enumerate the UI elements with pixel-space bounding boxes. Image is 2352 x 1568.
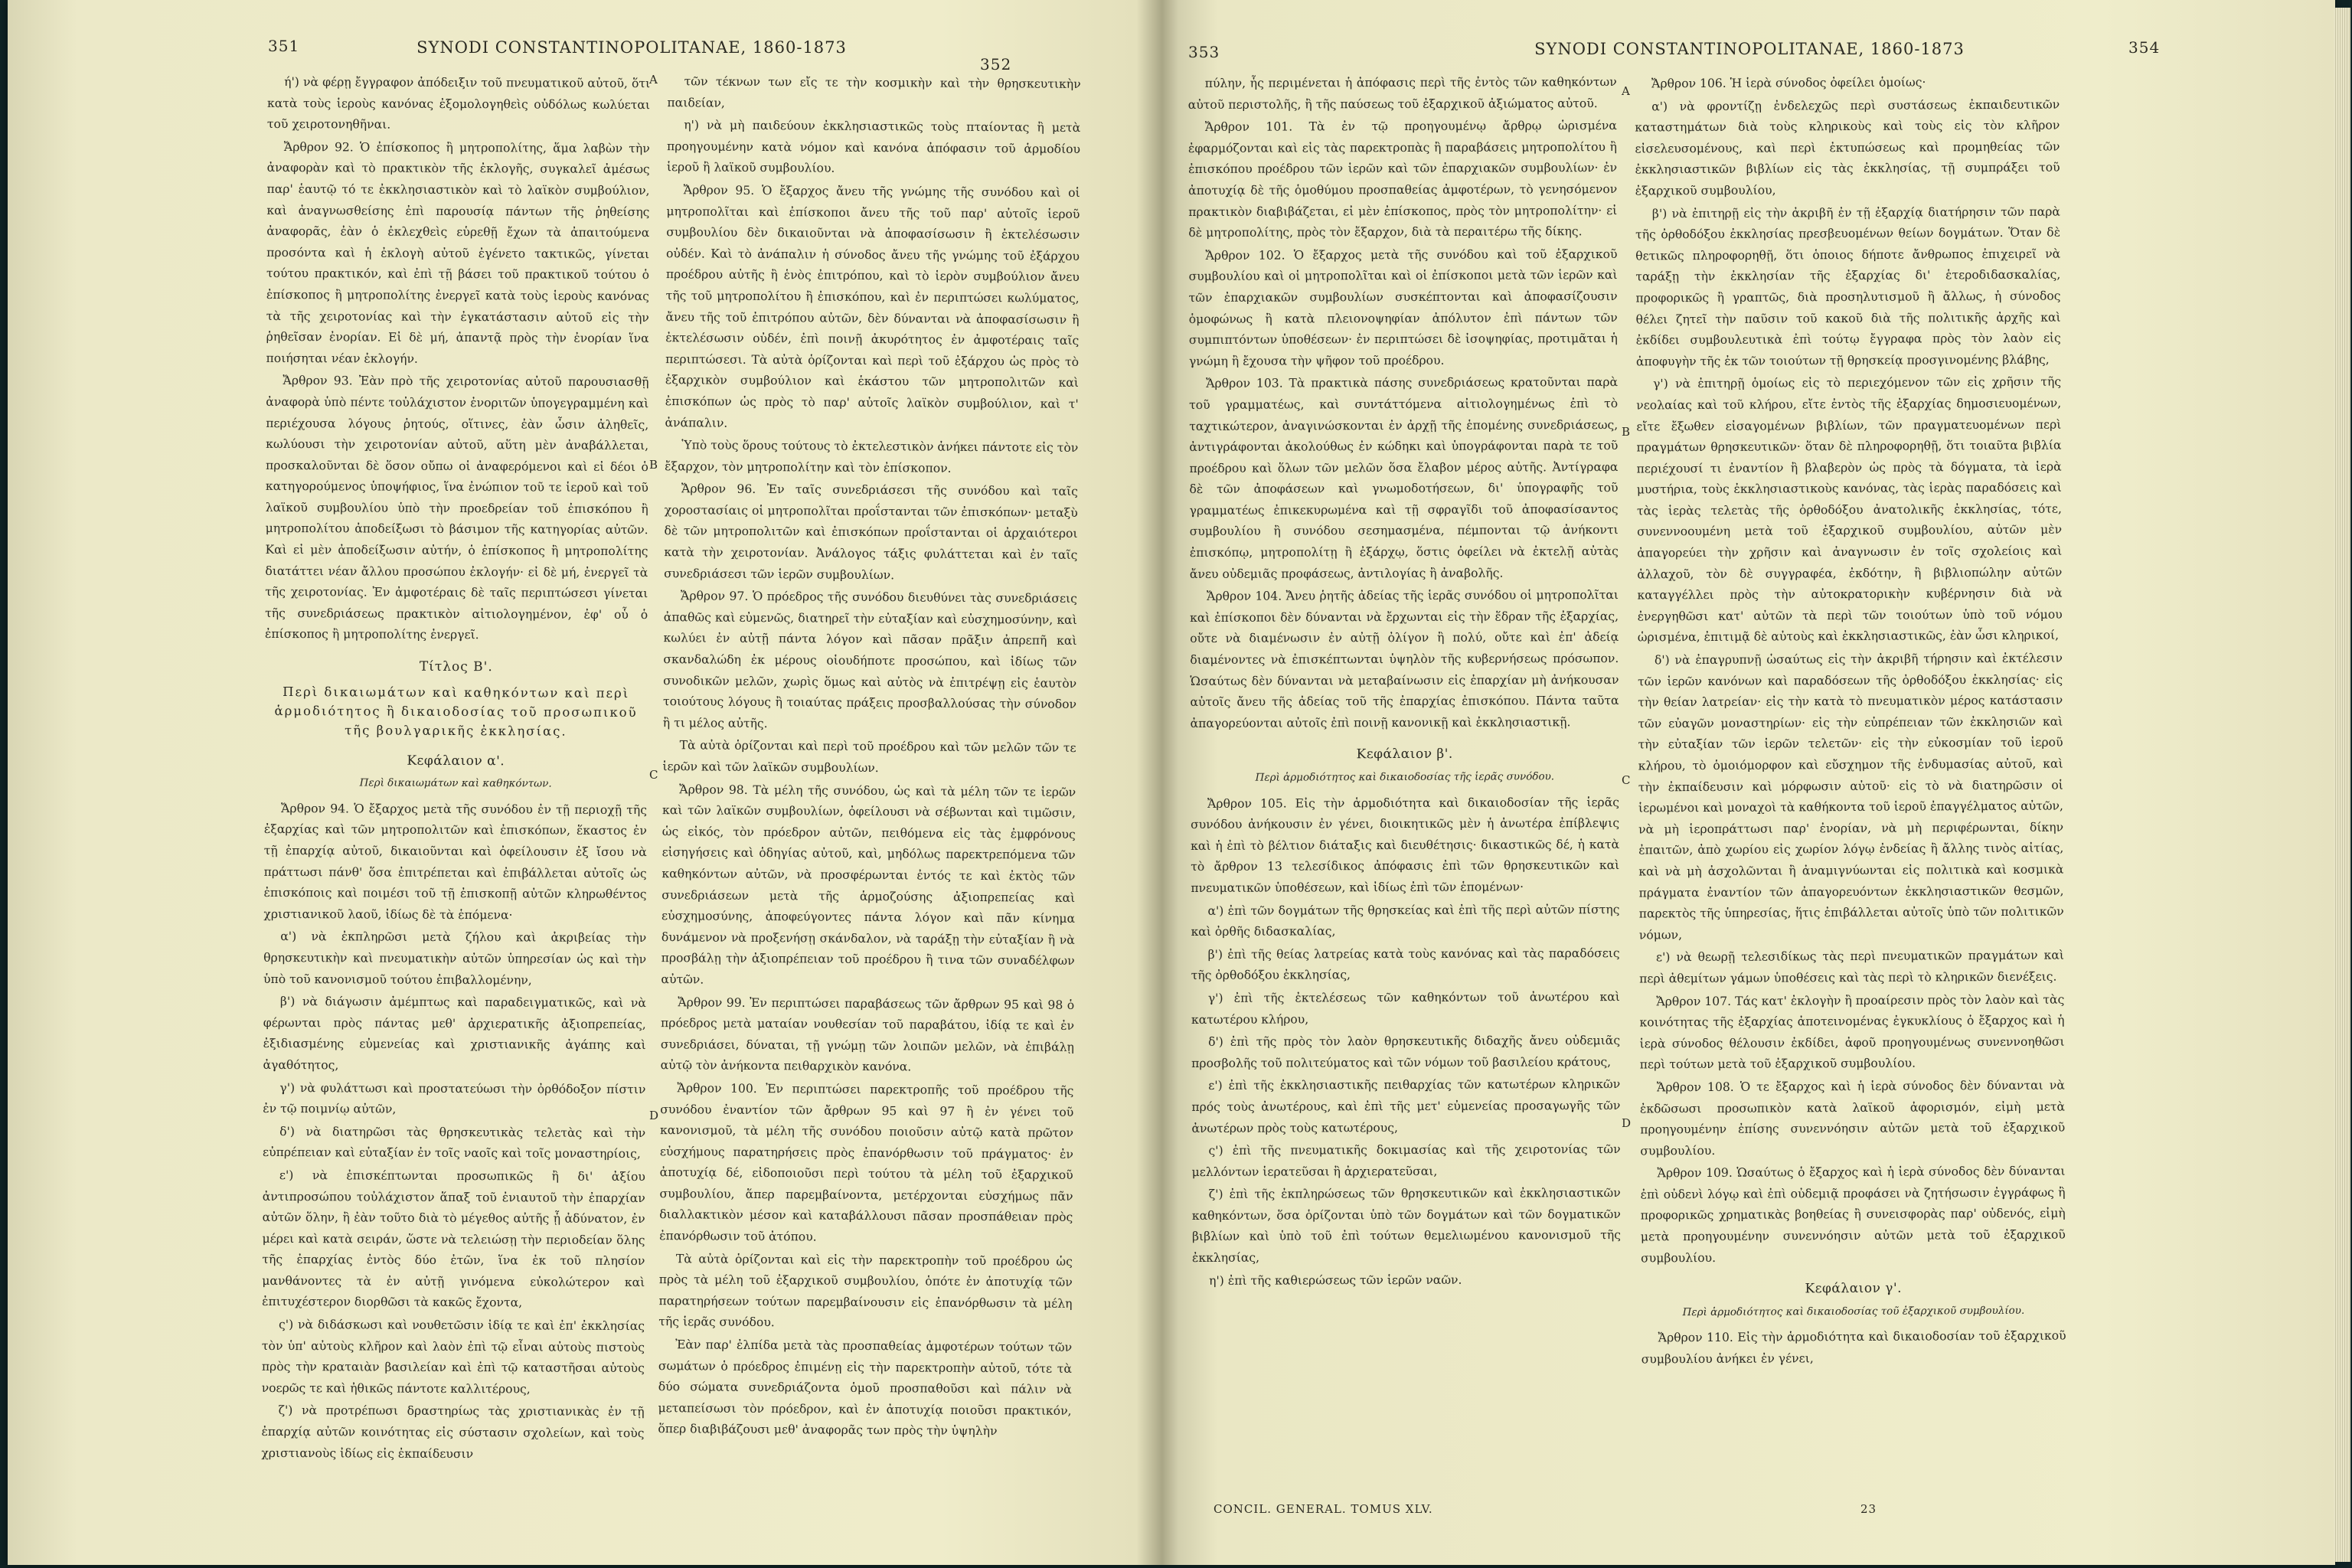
right-page [1171, 0, 2328, 1562]
right-page-header [1171, 29, 2328, 60]
margin-letter-a: A [649, 73, 658, 87]
article-94: Ἄρθρον 94. Ὁ ἔξαρχος μετὰ τῆς συνόδου ἐν τῇ περιοχῇ τῆς ἐξαρχίας καὶ τῶν μητροπολιτῶν καὶ ἐπισκόπων, ἕκαστος ἐν τῇ ἐπαρχίᾳ αὐτοῦ, δικαιοῦνται καὶ ὀφείλουσιν ἐξ ἴσου νὰ πράττωσι πάνθ' ὅσα ἐπιτρέπεται καὶ ἐπιβάλλεται αὐτοῖς ὡς ἐπισκόποις καὶ ποιμέσι τοῦ τῇ ἐπισκοπῇ αὐτῶν κληρωθέντος χριστιανικοῦ λαοῦ, ἰδίως δὲ τὰ ἑπόμενα· [263, 801, 648, 923]
page-number-353: 353 [1188, 43, 1220, 61]
right-page-column-1 [1188, 72, 1622, 1551]
list-item: η') ἐπὶ τῆς καθιερώσεως τῶν ἱερῶν ναῶν. [1209, 1272, 1462, 1288]
margin-letter-a: A [1622, 84, 1630, 98]
paragraph: Τὰ αὐτὰ ὁρίζονται καὶ εἰς τὴν παρεκτροπὴν τοῦ προέδρου ὡς πρὸς τὰ μέλη τοῦ ἐξαρχικοῦ συμβουλίου, ὁπότε ἐν ἀποτυχίᾳ τῶν παρατηρήσεων τούτων παρεμβαίνουσιν εἰς ἐπανόρθωσιν τὰ μέλη τῆς ἱερᾶς συνόδου. [658, 1251, 1073, 1330]
left-page-header [8, 29, 1156, 74]
section-heading: Περὶ δικαιωμάτων καὶ καθηκόντων καὶ περὶ ἁρμοδιότητος ἢ δικαιοδοσίας τοῦ προσωπικοῦ τῆς βουλγαρικῆς ἐκκλησίας. [274, 684, 638, 739]
article-103: Ἄρθρον 103. Τὰ πρακτικὰ πάσης συνεδριάσεως κρατοῦνται παρὰ τοῦ γραμματέως, καὶ συντάττόμενα αἰτιολογημένως ἐπὶ τὸ ταχτικώτερον, ἀναγινώσκονται ἐν ἀρχῇ τῆς ἑπομένης συνεδριάσεως, ἀντιγράφονται ἀκολούθως ἐν κώδηκι καὶ ὑπογράφονται παρὰ τε τοῦ προέδρου καὶ ὅλων τῶν μελῶν ὅσα ἔλαβον μέρος αὐτῆς. Ἀντίγραφα δὲ τῶν ἀποφάσεων καὶ γνωμοδοτήσεων, δι' ὑπογραφῆς τοῦ γραμματέως ἐπικεκυρωμένα καὶ τῇ σφραγῖδι τοῦ ἀποφασίσαντος συμβουλίου ἢ συνόδου σεσημασμένα, πέμπονται τῷ ἀνήκοντι ἐπισκόπῳ, μητροπολίτῃ ἢ ἐξάρχῳ, ὅστις ὀφείλει νὰ ἐκτελῇ αὐτὰς ἄνευ οὐδεμιᾶς προφάσεως, ἀντιλογίας ἢ ἀναβολῆς. [1189, 375, 1619, 581]
article-99: Ἄρθρον 99. Ἐν περιπτώσει παραβάσεως τῶν ἄρθρων 95 καὶ 98 ὁ πρόεδρος μετὰ ματαίαν νουθεσίαν τοῦ παραβάτου, ἰδίᾳ τε καὶ ἐν συνεδριάσει, δύναται, τῇ γνώμῃ τῶν λοιπῶν μελῶν, νὰ ἐπιβάλῃ αὐτῷ τὸν ἀνήκοντα πειθαρχικὸν κανόνα. [660, 995, 1075, 1074]
paragraph: Τὰ αὐτὰ ὁρίζονται καὶ περὶ τοῦ προέδρου καὶ τῶν μελῶν τῶν τε ἱερῶν καὶ τῶν λαϊκῶν συμβουλίων. [662, 738, 1076, 776]
article-104: Ἄρθρον 104. Ἄνευ ῥητῆς ἀδείας τῆς ἱερᾶς συνόδου οἱ μητροπολῖται καὶ ἐπίσκοποι δὲν δύνανται νὰ ἔρχωνται εἰς τὴν ἕδραν τῆς ἐξαρχίας, οὔτε νὰ διαμένωσιν ἐν αὐτῇ ὀλίγον ἢ πολύ, οὔτε καὶ ἐπ' ἀδείᾳ διαμένοντες νὰ ἐπισκέπτωνται ὑψηλὸν τῆς κυβερνήσεως πρόσωπον. Ὡσαύτως δὲν δύνανται νὰ μεταβαίνωσιν εἰς ἐπαρχίαν μὴ ἀνήκουσαν αὐτοῖς ἄνευ τῆς ἀδείας τοῦ τῆς ἐπαρχίας ἐπισκόπου. Πάντα ταῦτα ἀπαγορεύονται αὐτοῖς ἐπὶ ποινῇ κανονικῇ καὶ ἐκκλησιαστικῇ. [1190, 588, 1619, 730]
chapter-heading: Κεφάλαιον β'. [1356, 746, 1453, 763]
article-95: Ἄρθρον 95. Ὁ ἔξαρχος ἄνευ τῆς γνώμης τῆς συνόδου καὶ οἱ μητροπολῖται καὶ ἐπίσκοποι ἄνευ τῆς τοῦ παρ' αὐτοῖς ἱεροῦ συμβουλίου δὲν δικαιοῦνται νὰ ἀποφασίσωσιν ἢ ἐκτελέσωσιν οὐδέν. Καὶ τὸ ἀνάπαλιν ἡ σύνοδος ἄνευ τῆς γνώμης τοῦ ἐξάρχου προέδρου αὐτῆς ἢ ἑνὸς ἐπιτρόπου, καὶ τὸ ἱερὸν συμβούλιον ἄνευ τῆς τοῦ μητροπολίτου ἢ ἐπισκόπου, καὶ ἐν περιπτώσει κωλύματος, ἄνευ τῆς τοῦ ἐπιτρόπου αὐτῶν, δὲν δύνανται νὰ ἀποφασίσωσιν ἢ ἐκτελέσωσιν οὐδέν, ἐπὶ ποινῇ ἀκυρότητος ἐν ἀμφοτέραις ταῖς περιπτώσεσι. Τὰ αὐτὰ ὁρίζονται καὶ περὶ τοῦ ἐξάρχου ὡς πρὸς τὸ ἐξαρχικὸν συμβούλιον καὶ ἑκάστου τῶν μητροπολιτῶν καὶ ἐπισκόπων ὡς πρὸς τὸ παρ' αὐτοῖς λαϊκὸν συμβούλιον, καὶ τ' ἀνάπαλιν. [665, 183, 1080, 430]
article-101: Ἄρθρον 101. Τὰ ἐν τῷ προηγουμένῳ ἄρθρῳ ὡρισμένα ἐφαρμόζονται καὶ εἰς τὰς παρεκτροπὰς ἢ παραβάσεις μητροπολίτου ἢ ἐπισκόπου προέδρου τῶν ἱερῶν καὶ τῶν ἐπαρχιακῶν συμβουλίων· ἐν ἀποτυχίᾳ δὲ τῆς ὁμοθύμου προσπαθείας ἀμφοτέρων, τὸ γενησόμενον πρακτικὸν διαβιβάζεται, εἰ μὲν ἐπίσκοπος, πρὸς τὸν μητροπολίτην· εἰ δὲ μητροπολίτης, πρὸς τὸν ἔξαρχον, διὰ τὰ περαιτέρω τῆς δίκης. [1187, 119, 1618, 240]
list-item: ε') ἐπὶ τῆς ἐκκλησιαστικῆς πειθαρχίας τῶν κατωτέρων κληρικῶν πρός τοὺς ἀνωτέρους, καὶ ἐπὶ τῆς μετ' εὐμενείας προσαγωγῆς τῶν ἀνωτέρων πρὸς τοὺς κατωτέρους, [1191, 1077, 1621, 1135]
margin-letter-c: C [1622, 773, 1631, 787]
paragraph: Ὑπὸ τοὺς ὅρους τούτους τὸ ἐκτελεστικὸν ἀνήκει πάντοτε εἰς τὸν ἔξαρχον, τὸν μητροπολίτην καὶ τὸν ἐπίσκοπον. [665, 438, 1079, 475]
list-item: ς') ἐπὶ τῆς πνευματικῆς δοκιμασίας καὶ τῆς χειροτονίας τῶν μελλόντων ἱερατεῦσαι ἢ ἀρχιερατεῦσαι, [1191, 1142, 1621, 1179]
paragraph: Ἐὰν παρ' ἐλπίδα μετὰ τὰς προσπαθείας ἀμφοτέρων τούτων τῶν σωμάτων ὁ πρόεδρος ἐπιμένῃ εἰς τὴν παρεκτροπὴν αὐτοῦ, τότε τὰ δύο σώματα συνεδριάζοντα ὁμοῦ προσπαθοῦσι καὶ πάλιν νὰ μεταπείσωσι τὸν πρόεδρον, καὶ ἐν ἀποτυχίᾳ ποιοῦσι πρακτικόν, ὅπερ διαβιβάζουσι μεθ' ἀναφορᾶς των πρὸς τὴν ὑψηλὴν [658, 1338, 1073, 1439]
article-98: Ἄρθρον 98. Τὰ μέλη τῆς συνόδου, ὡς καὶ τὰ μέλη τῶν τε ἱερῶν καὶ τῶν λαϊκῶν συμβουλίων, ὀφείλουσι νὰ σέβωνται καὶ τιμῶσιν, ὡς εἰκός, τὸν πρόεδρον αὐτῶν, πειθόμενα εἰς τὰς ἐμφρόνους εἰσηγήσεις καὶ ὁδηγίας αὐτοῦ, καὶ, μηδόλως παρεκτρεπόμενα τῶν καθηκόντων αὐτῶν, νὰ προσφέρωνται ἐντός τε καὶ ἐκτὸς τῶν συνεδριάσεων μετὰ τῆς ἁρμοζούσης ἀξιοπρεπείας καὶ εὐσχημοσύνης, ἀποφεύγοντες πάντα λόγον καὶ πᾶν κίνημα δυνάμενον νὰ προξενήσῃ σκάνδαλον, νὰ ταράξῃ τὴν εὐταξίαν ἢ νὰ προσβάλῃ τὴν ἀξιοπρέπειαν τοῦ προέδρου ἢ τινα τῶν συναδέλφων αὐτῶν. [661, 782, 1076, 987]
margin-letter-d: D [1622, 1116, 1632, 1130]
right-page-column-2 [1635, 72, 2067, 1552]
article-105: Ἄρθρον 105. Εἰς τὴν ἁρμοδιότητα καὶ δικαιοδοσίαν τῆς ἱερᾶς συνόδου ἀνήκουσιν ἐν γένει, διοικητικῶς μὲν ἡ ἀνωτέρα ἐπίβλεψις καὶ ἡ ἐπὶ τὸ βέλτιον διάταξις καὶ διευθέτησις· δικαστικῶς δέ, ἡ κατὰ τὸ ἄρθρον 13 τελεσίδικος ἀπόφασις ἐπὶ τῶν θρησκευτικῶν καὶ πνευματικῶν ὑποθέσεων, καὶ ἰδίως ἐπὶ τῶν ἑπομένων· [1191, 795, 1620, 895]
margin-letter-c: C [649, 768, 658, 782]
article-109: Ἄρθρον 109. Ὡσαύτως ὁ ἔξαρχος καὶ ἡ ἱερὰ σύνοδος δὲν δύνανται ἐπὶ οὐδενὶ λόγῳ καὶ ἐπὶ οὐδεμιᾷ προφάσει νὰ ζητήσωσιν ἐγγράφως ἢ προφορικῶς χρηματικὰς βοηθείας ἢ συνεισφορὰς παρ' οὐδενός, εἰμὴ μετὰ προηγουμένην συνεννόησιν αὐτῶν μετὰ τοῦ ἐξαρχικοῦ συμβουλίου. [1640, 1164, 2066, 1266]
list-item: ζ') νὰ προτρέπωσι δραστηρίως τὰς χριστιανικὰς ἐν τῇ ἐπαρχίᾳ αὐτῶν κοινότητας εἰς σύστασιν σχολείων, καὶ τοὺς χριστιανοὺς ἰδίως εἰς ἐκπαίδευσιν [261, 1403, 645, 1461]
page-number-354: 354 [2128, 38, 2161, 57]
paragraph: ή') νὰ φέρῃ ἔγγραφον ἀπόδειξιν τοῦ πνευματικοῦ αὐτοῦ, ὅτι κατὰ τοὺς ἱεροὺς κανόνας ἐξομολογηθεὶς οὐδόλως κωλύεται τοῦ χειροτονηθῆναι. [266, 75, 651, 132]
list-item: δ') ἐπὶ τῆς πρὸς τὸν λαὸν θρησκευτικῆς διδαχῆς ἄνευ οὐδεμιᾶς προσβολῆς τοῦ πολιτεύματος καὶ τῶν νόμων τοῦ βασιλείου κράτους, [1191, 1034, 1621, 1070]
article-102: Ἄρθρον 102. Ὁ ἔξαρχος μετὰ τῆς συνόδου καὶ τοῦ ἐξαρχικοῦ συμβουλίου καὶ οἱ μητροπολῖται καὶ οἱ ἐπίσκοποι μετὰ τῶν ἱερῶν καὶ τῶν ἐπαρχιακῶν συμβουλίων συσκέπτονται καὶ ἀποφασίζουσιν ὁμοφώνως ἢ κατὰ πλειονοψηφίαν ἀπόλυτον ἐπὶ πάντων τῶν συμπιπτόντων ὑποθέσεων· ἐν περιπτώσει δὲ ἰσοψηφίας, προτιμᾶται ἡ γνώμη ἢ ἔχουσα τὴν ψῆφον τοῦ προέδρου. [1188, 247, 1618, 368]
list-item: ς') νὰ διδάσκωσι καὶ νουθετῶσιν ἰδίᾳ τε καὶ ἐπ' ἐκκλησίας τὸν ὑπ' αὐτοὺς κλῆρον καὶ λαὸν ἐπὶ τῷ εἶναι αὐτοὺς πιστοὺς πρὸς τὴν κραταιὰν βασιλείαν καὶ ἐπὶ τῷ καταστῆσαι αὐτοὺς νοερῶς τε καὶ ἠθικῶς πάντοτε καλλιτέρους, [261, 1318, 645, 1396]
margin-letter-b: B [649, 458, 658, 472]
list-item: α') ἐπὶ τῶν δογμάτων τῆς θρησκείας καὶ ἐπὶ τῆς περὶ αὐτῶν πίστης καὶ ὀρθῆς διδασκαλίας, [1191, 902, 1620, 939]
list-item: β') ἐπὶ τῆς θείας λατρείας κατὰ τοὺς κανόνας καὶ τὰς παραδόσεις τῆς ὀρθοδόξου ἐκκλησίας, [1191, 946, 1620, 983]
list-item: γ') νὰ φυλάττωσι καὶ προστατεύωσι τὴν ὀρθόδοξον πίστιν ἐν τῷ ποιμνίῳ αὐτῶν, [263, 1080, 646, 1116]
title-heading: Τίτλος Β'. [419, 658, 493, 675]
article-100: Ἄρθρον 100. Ἐν περιπτώσει παρεκτροπῆς τοῦ προέδρου τῆς συνόδου ἐναντίον τῶν ἄρθρων 95 καὶ 97 ἢ ἐν γένει τοῦ κανονισμοῦ, τὰ μέλη τῆς συνόδου ποιοῦσιν αὐτῷ κατὰ πρῶτον εὐσχήμους παρατηρήσεις πρὸς ἐπανόρθωσιν τοῦ πράγματος· ἐν ἀποτυχίᾳ δέ, εἰδοποιοῦσι περὶ τούτου τὰ μέλη τοῦ ἐξαρχικοῦ συμβουλίου, ἅπερ παρεμβαίνοντα, μετέρχονται εὐσχήμως πᾶν διαλλακτικὸν μέσον καὶ καταβάλλουσι πᾶσαν προσπάθειαν πρὸς ἐπανόρθωσιν τοῦ ἀτόπου. [659, 1081, 1074, 1244]
page-number-352: 352 [980, 55, 1012, 74]
list-item: ε') νὰ ἐπισκέπτωνται προσωπικῶς ἢ δι' ἀξίου ἀντιπροσώπου τοὐλάχιστον ἅπαξ τοῦ ἐνιαυτοῦ τὴν ἐπαρχίαν αὐτῶν ὅλην, ἢ ἐὰν τοῦτο διὰ τὸ μέγεθος αὐτῆς ᾖ ἀδύνατον, ἐν μέρει καὶ κατὰ σειράν, ὥστε νὰ τελειώσῃ τὴν περιοδείαν ὅλης τῆς ἐπαρχίας ἐντὸς δύο ἐτῶν, ἵνα ἐκ τοῦ πλησίον μανθάνοντες τὰ ἐν αὐτῇ γινόμενα εὐκολώτερον καὶ ἐπιτυχέστερον διορθῶσι τὰ κακῶς ἔχοντα, [262, 1168, 645, 1310]
margin-letter-b: B [1622, 425, 1631, 439]
list-item: δ') νὰ διατηρῶσι τὰς θρησκευτικὰς τελετὰς καὶ τὴν εὐπρέπειαν καὶ εὐταξίαν ἐν τοῖς ναοῖς καὶ τοῖς μοναστηρίοις, [263, 1124, 646, 1161]
article-110: Ἄρθρον 110. Εἰς τὴν ἁρμοδιότητα καὶ δικαιοδοσίαν τοῦ ἐξαρχικοῦ συμβουλίου ἀνήκει ἐν γένει, [1641, 1328, 2066, 1367]
chapter-subtitle: Περὶ δικαιωμάτων καὶ καθηκόντων. [359, 776, 552, 790]
list-item: α') νὰ ἐκπληρῶσι μετὰ ζήλου καὶ ἀκριβείας τὴν θρησκευτικὴν καὶ πνευματικὴν αὐτῶν ὑπηρεσίαν ὡς καὶ τὴν ὑπὸ τοῦ κανονισμοῦ τούτου ἐπιβαλλομένην, [263, 929, 647, 987]
list-item: α') νὰ φροντίζῃ ἐνδελεχῶς περὶ συστάσεως ἐκπαιδευτικῶν καταστημάτων διὰ τοὺς κληρικοὺς καὶ τοὺς εἰς τὸν κλῆρον εἰσελευσομένους, καὶ περὶ ἐκτυπώσεως καὶ προμηθείας τῶν ἐκκλησιαστικῶν βιβλίων εἰς τὰς ἐκκλησίας, τῇ συμπράξει τοῦ ἐξαρχικοῦ συμβουλίου, [1635, 97, 2060, 198]
running-title-left: SYNODI CONSTANTINOPOLITANAE, 1860-1873 [416, 38, 847, 57]
article-93: Ἄρθρον 93. Ἐὰν πρὸ τῆς χειροτονίας αὐτοῦ παρουσιασθῇ ἀναφορὰ ὑπὸ πέντε τοὐλάχιστον ἐνοριτῶν ὑπογεγραμμένη καὶ περιέχουσα λόγους ῥητούς, οἵτινες, ἐὰν ὦσιν ἀληθεῖς, κωλύουσι τὴν χειροτονίαν αὐτοῦ, αὕτη μὲν ἀναβάλλεται, προσκαλοῦνται δὲ ὅσον οὔπω οἱ ἀναφερόμενοι καὶ εἰ δέοι ὁ κατηγορούμενος ὑποψήφιος, ἵνα ἐνώπιον τοῦ τε ἱεροῦ καὶ τοῦ λαϊκοῦ συμβουλίου ὑπὸ τὴν προεδρείαν τοῦ ἐπισκόπου ἢ μητροπολίτου ἀποδείξωσι τὸ βάσιμον τῆς κατηγορίας αὐτῶν. Καὶ εἰ μὲν ἀποδείξωσιν αὐτήν, ὁ ἐπίσκοπος ἢ μητροπολίτης διατάττει νέαν ἄλλου προσώπου ἐκλογήν· εἰ δὲ μή, ἐνεργεῖ τὰ τῆς χειροτονίας. Ἐν ἀμφοτέραις δὲ ταῖς περιπτώσεσι γίνεται τῆς συνεδριάσεως πρακτικὸν αἰτιολογημένον, ἐφ' οὗ ὁ ἐπίσκοπος ἢ μητροπολίτης ἐνεργεῖ. [264, 374, 649, 642]
article-92: Ἄρθρον 92. Ὁ ἐπίσκοπος ἢ μητροπολίτης, ἅμα λαβὼν τὴν ἀναφορὰν καὶ τὸ πρακτικὸν τῆς ἐκλογῆς, συγκαλεῖ ἀμέσως παρ' ἑαυτῷ τό τε ἐκκλησιαστικὸν καὶ τὸ λαϊκὸν συμβούλιον, καὶ ἀναγνωσθείσης ἐπὶ παρουσίᾳ πάντων τῆς ῥηθείσης ἀναφορᾶς, ἐὰν ὁ ἐκλεχθεὶς εὑρεθῇ ἔχων τὰ ἀπαιτούμενα προσόντα καὶ ἡ ἐκλογὴ αὐτοῦ ἐγένετο τακτικῶς, γίνεται τούτου πρακτικόν, καὶ ἐπὶ τῇ βάσει τοῦ πρακτικοῦ τούτου ὁ ἐπίσκοπος ἢ μητροπολίτης ἐνεργεῖ κατὰ τοὺς ἱεροὺς κανόνας τὰ τῆς χειροτονίας καὶ τὴν ἐγκατάστασιν αὐτοῦ εἰς τὴν ῥηθεῖσαν ἐνορίαν. Εἰ δὲ μή, ἀπαντᾷ πρὸς τὴν ἐνορίαν ἵνα ποιήσηται νέαν ἐκλογήν. [266, 139, 650, 366]
left-page-column-1 [261, 72, 650, 1551]
chapter-heading: Κεφάλαιον γ'. [1805, 1280, 1903, 1297]
list-item: β') νὰ διάγωσιν ἀμέμπτως καὶ παραδειγματικῶς, καὶ νὰ φέρωνται πρὸς πάντας μεθ' ἀρχιερατικῆς ἀξιοπρεπείας, ἐξιδιασμένης εὐμενείας καὶ χριστιανικῆς ἀγάπης καὶ ἀγαθότητος, [263, 995, 646, 1073]
chapter-subtitle: Περὶ ἁρμοδιότητος καὶ δικαιοδοσίας τῆς ἱερᾶς συνόδου. [1255, 770, 1555, 784]
running-title-right: SYNODI CONSTANTINOPOLITANAE, 1860-1873 [1534, 40, 1965, 58]
left-page [8, 0, 1156, 1562]
left-page-column-2 [657, 71, 1080, 1552]
page-number-351: 351 [268, 37, 300, 55]
footer-signature-number: 23 [1860, 1502, 1877, 1516]
paragraph: τῶν τέκνων των εἴς τε τὴν κοσμικὴν καὶ τὴν θρησκευτικὴν παιδείαν, [667, 74, 1081, 110]
list-item: δ') νὰ ἐπαγρυπνῇ ὡσαύτως εἰς τὴν ἀκριβῆ τήρησιν καὶ ἐκτέλεσιν τῶν ἱερῶν κανόνων καὶ παραδόσεων τῆς ὀρθοδόξου ἐκκλησίας· εἰς τὴν θείαν λατρείαν· εἰς τὴν κατὰ τὸ πνευματικὸν μέρος κατάστασιν τῶν εὐαγῶν μοναστηρίων· εἰς τὴν εὐπρέπειαν τῶν ἐκκλησιῶν καὶ τὴν εὐταξίαν τῶν ἱερῶν τελετῶν· εἰς τὴν εὐκοσμίαν τοῦ ἱεροῦ κλήρου, τὸ ὁμοιόμορφον καὶ εὔσχημον τῆς ἐνδυμασίας αὐτοῦ, καὶ τὴν ἐκπαίδευσιν καὶ μόρφωσιν αὐτοῦ· εἰς τὸ νὰ διατηρῶσιν οἱ ἱερωμένοι καὶ μοναχοὶ τὰ καθήκοντα τοῦ ἱεροῦ ἐπαγγέλματος αὐτῶν, νὰ μὴ ἱεροπράττωσι παρ' ἐνορίαν, νὰ μὴ περιφέρωνται, δίκην ἐπαιτῶν, ἀπὸ χωρίου εἰς χωρίον λόγῳ ἐνδείας ἢ ἄλλης τινὸς αἰτίας, καὶ νὰ μὴ ἀσχολῶνται ἢ ἀναμιγνύωνται εἰς πολιτικὰ καὶ κοσμικὰ πράγματα ἐναντίον τῶν ἀπαγορευόντων ἐκκλησιαστικῶν θεσμῶν, παρεκτὸς τῆς ὑπηρεσίας, ἥτις ἐπιβάλλεται αὐτοῖς ὑπὸ τῶν πολιτικῶν νόμων, [1638, 651, 2064, 942]
article-96: Ἄρθρον 96. Ἐν ταῖς συνεδριάσεσι τῆς συνόδου καὶ ταῖς χοροστασίαις οἱ μητροπολῖται προΐστανται τῶν ἐπισκόπων· μεταξὺ δὲ τῶν μητροπολιτῶν καὶ ἐπισκόπων προΐστανται οἱ ἀρχαιότεροι κατὰ τὴν χειροτονίαν. Ἀνάλογος τάξις φυλάττεται καὶ ἐν ταῖς συνεδριάσεσι τῶν ἱερῶν συμβουλίων. [664, 482, 1078, 582]
list-item: γ') νὰ ἐπιτηρῇ ὁμοίως εἰς τὸ περιεχόμενον τῶν εἰς χρῆσιν τῆς νεολαίας καὶ τοῦ κλήρου, εἴτε ἐντὸς τῆς ἐξαρχίας δημοσιευομένων, εἴτε ἔξωθεν εἰσαγομένων βιβλίων, τῶν πραγματευομένων περὶ πραγμάτων θρησκευτικῶν· ὅταν δὲ πληροφορηθῇ, ὅτι τοιαῦτα βιβλία περιέχουσί τι ἐναντίον ἢ βλαβερὸν ὡς πρὸς τὰ δόγματα, τὰ ἱερὰ μυστήρια, τοὺς ἐκκλησιαστικοὺς κανόνας, τὰς ἱερὰς παραδόσεις καὶ τὰς ἱερὰς τελετὰς τῆς ὀρθοδόξου ἀνατολικῆς ἐκκλησίας, τότε, συνεννοουμένη μετὰ τοῦ ἐξαρχικοῦ συμβουλίου, αὐτῶν μὲν ἀπαγορεύει τὴν χρῆσιν καὶ ἀναγνωσιν ἐν τοῖς σχολείοις καὶ ἀλλαχοῦ, τὸν δὲ συγγραφέα, ἐκδότην, ἢ βιβλιοπώλην αὐτῶν καταγγέλλει πρὸς τὴν αὐτοκρατορικὴν κυβέρνησιν διὰ νὰ ἐνεργηθῶσι κατ' αὐτῶν τὰ περὶ τῶν τοιούτων ὑπὸ τοῦ νόμου ὡρισμένα, ἐπιτιμᾷ δὲ αὐτοὺς καὶ ἐκκλησιαστικῶς, ἐὰν ὦσι κληρικοί, [1636, 374, 2063, 645]
list-item: ζ') ἐπὶ τῆς ἐκπληρώσεως τῶν θρησκευτικῶν καὶ ἐκκλησιαστικῶν καθηκόντων, ὅσα ὁρίζονται ὑπὸ τῶν δογμάτων καὶ τῶν δογματικῶν βιβλίων καὶ ὑπὸ τοῦ ἐπὶ τούτων θεμελιωμένου κανονισμοῦ τῆς ἐκκλησίας, [1191, 1186, 1621, 1266]
chapter-subtitle: Περὶ ἁρμοδιότητος καὶ δικαιοδοσίας τοῦ ἐξαρχικοῦ συμβουλίου. [1682, 1304, 2025, 1319]
article-107: Ἄρθρον 107. Τάς κατ' ἐκλογὴν ἢ προαίρεσιν πρὸς τὸν λαὸν καὶ τὰς κοινότητας τῆς ἐξαρχίας ἀποτεινομένας ἐγκυκλίους ὁ ἔξαρχος καὶ ἡ ἱερὰ σύνοδος θέλουσιν ἐκδίδει, ἀφοῦ προηγουμένως συνεννοηθῶσι περὶ τούτων μετὰ τοῦ ἐξαρχικοῦ συμβουλίου. [1639, 992, 2065, 1072]
list-item: ε') νὰ θεωρῇ τελεσιδίκως τὰς περὶ πνευματικῶν πραγμάτων καὶ περὶ ἀθεμίτων γάμων ὑποθέσεις καὶ τὰς περὶ τὸ κληρικῶν διενέξεις. [1639, 948, 2065, 986]
list-item: η') νὰ μὴ παιδεύουν ἐκκλησιαστικῶς τοὺς πταίοντας ἢ μετὰ προηγουμένην κατὰ νόμον καὶ κανόνα ἀπόφασιν τοῦ ἁρμοδίου ἱεροῦ ἢ λαϊκοῦ συμβουλίου. [666, 118, 1081, 176]
list-item: γ') ἐπὶ τῆς ἐκτελέσεως τῶν καθηκόντων τοῦ ἀνωτέρου καὶ κατωτέρου κλήρου, [1191, 989, 1620, 1027]
margin-letter-d: D [649, 1109, 659, 1122]
article-108: Ἄρθρον 108. Ὁ τε ἔξαρχος καὶ ἡ ἱερὰ σύνοδος δὲν δύνανται νὰ ἐκδῶσωσι προσωπικὸν κατὰ λαϊκοῦ ἀφορισμόν, εἰμὴ μετὰ προηγουμένην ἐπίσης συνεννόησιν αὐτῶν μετὰ τοῦ ἐξαρχικοῦ συμβουλίου. [1639, 1078, 2066, 1158]
chapter-heading: Κεφάλαιον α'. [407, 753, 505, 769]
open-book [8, 0, 2335, 1565]
article-97: Ἄρθρον 97. Ὁ πρόεδρος τῆς συνόδου διευθύνει τὰς συνεδριάσεις ἀπαθῶς καὶ εὐμενῶς, διατηρεῖ τὴν εὐταξίαν καὶ εὐσχημοσύνην, καὶ κωλύει ἐν αὐτῇ πάντα λόγον καὶ πᾶσαν πρᾶξιν ἀπρεπῆ καὶ σκανδαλώδη ἐκ μέρους οἱουδήποτε προσώπου, καὶ ἰδίως τῶν συνοδικῶν μελῶν, χωρὶς ὅμως καὶ αὐτὸς νὰ ἐπιτρέψῃ εἰς ἑαυτὸν τοιούτους λόγους ἢ τοιαύτας πράξεις προσβαλλούσας τὴν σύνοδον ἢ τι μέλος αὐτῆς. [662, 589, 1078, 730]
list-item: β') νὰ ἐπιτηρῇ εἰς τὴν ἀκριβῆ ἐν τῇ ἐξαρχίᾳ διατήρησιν τῶν παρὰ τῆς ὀρθοδόξου ἐκκλησίας πρεσβευομένων θείων δογμάτων. Ὅταν δὲ θετικῶς πληροφορηθῇ, ὅτι ὁποιος δήποτε ἄνθρωπος ἐπιχειρεῖ νὰ ταράξῃ τὴν ἐκκλησίαν τῆς ἐξαρχίας δι' ἑτεροδιδασκαλίας, προφορικῶς ἢ γραπτῶς, διὰ προσηλυτισμοῦ ἢ ἄλλως, ἡ σύνοδος θέλει ζητεῖ τὴν παῦσιν τοῦ κακοῦ διὰ τῆς πολιτικῆς ἀρχῆς καὶ ἐκδίδει συμβουλευτικὰ ἐπὶ τούτῳ ἔγγραφα πρὸς τὸν λαὸν εἰς ἀποφυγὴν τῆς ἐκ τῶν τοιούτων τῇ θρησκείᾳ προσγινομένης βλάβης, [1635, 204, 2061, 369]
article-106: Ἄρθρον 106. Ἡ ἱερὰ σύνοδος ὀφείλει ὁμοίως· [1651, 75, 1926, 91]
footer-volume-label: CONCIL. GENERAL. TOMUS XLV. [1214, 1502, 1433, 1516]
paragraph: πύλην, ἧς περιμένεται ἡ ἀπόφασις περὶ τῆς ἐντὸς τῶν καθηκόντων αὐτοῦ περιστολῆς, ἢ τῆς παύσεως τοῦ ἐξαρχικοῦ ἀξιώματος αὐτοῦ. [1187, 75, 1617, 112]
